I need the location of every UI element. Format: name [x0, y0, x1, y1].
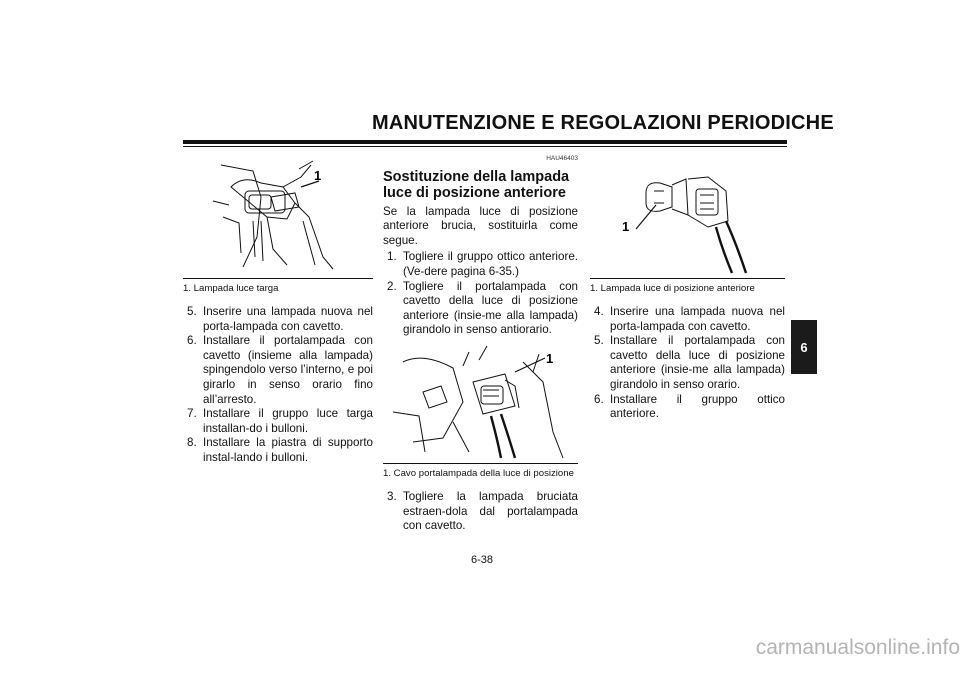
- header-rule: [183, 140, 787, 144]
- step-5: 5. Inserire una lampada nuova nel porta-lampada con cavetto.: [187, 305, 373, 333]
- figure-callout: 1: [314, 168, 322, 183]
- step-2: 2. Togliere il portalampada con cavetto della luce di posizione anteriore (insie-me alla lampada) girandolo in senso antiorario.: [387, 279, 578, 337]
- step-8: 8. Installare la piastra di supporto instal-lando i bulloni.: [187, 436, 373, 464]
- figure-rule: [383, 463, 578, 464]
- steps-list-b: [383, 490, 578, 534]
- step-6: 6. Installare il gruppo ottico anteriore.: [594, 392, 785, 421]
- figure-caption: 1. Lampada luce di posizione anteriore: [590, 283, 755, 294]
- step-6: 6. Installare il portalampada con cavetto (insieme alla lampada) spingendolo verso l’interno, e poi girarlo in senso orario fino all’arresto.: [187, 334, 373, 406]
- socket-cable-illustration: [383, 342, 578, 460]
- steps-list: [590, 305, 785, 422]
- column-3: [590, 157, 785, 422]
- steps-list: [183, 305, 373, 466]
- section-title: Sostituzione della lampada luce di posizione anteriore: [383, 168, 570, 201]
- section-code: HAU46403: [546, 155, 578, 162]
- watermark: carmanualsonline.info: [755, 636, 960, 659]
- step-7: 7. Installare il gruppo luce targa installan-do i bulloni.: [187, 407, 373, 435]
- chapter-tab[interactable]: 6: [791, 320, 817, 374]
- section-intro: Se la lampada luce di posizione anteriore brucia, sostituirla come segue.: [383, 204, 578, 247]
- step-3: 3. Togliere la lampada bruciata estraen-dola dal portalampada con cavetto.: [387, 489, 578, 533]
- figure-rule: [183, 278, 373, 279]
- figure-callout: 1: [546, 350, 554, 366]
- figure-rule: [590, 278, 785, 279]
- figure-caption: 1. Cavo portalampada della luce di posizione: [383, 467, 574, 479]
- page-header-title: MANUTENZIONE E REGOLAZIONI PERIODICHE: [372, 112, 834, 134]
- page-number: 6-38: [470, 554, 494, 566]
- figure-position-bulb: [590, 157, 785, 295]
- position-bulb-illustration: [590, 157, 785, 275]
- license-light-illustration: [183, 157, 373, 275]
- column-1: [183, 157, 373, 466]
- figure-callout: 1: [622, 219, 630, 234]
- header-rule-thin: [183, 146, 787, 147]
- figure-socket-cable: [383, 342, 578, 480]
- step-5: 5. Installare il portalampada con cavetto della luce di posizione anteriore (insie-me alla lampada) girandolo in senso orario.: [594, 334, 785, 391]
- steps-list-a: [383, 250, 578, 338]
- column-2: [383, 148, 578, 534]
- figure-caption: 1. Lampada luce targa: [183, 283, 279, 294]
- figure-license-light: [183, 157, 373, 295]
- step-4: 4. Inserire una lampada nuova nel porta-lampada con cavetto.: [594, 305, 785, 333]
- step-1: 1. Togliere il gruppo ottico anteriore. (Ve-dere pagina 6-35.): [387, 250, 578, 278]
